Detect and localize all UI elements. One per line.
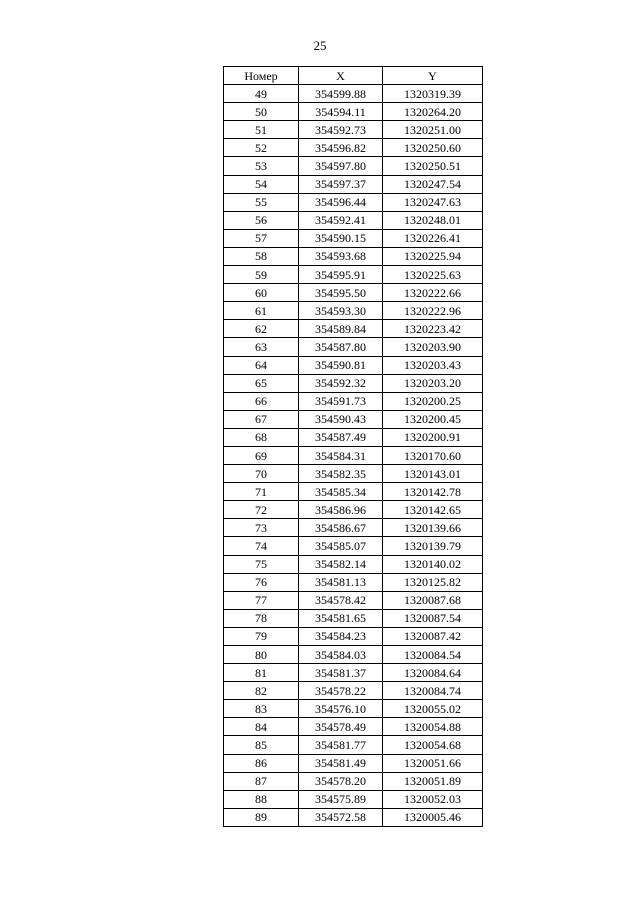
cell-number: 57 <box>224 229 299 247</box>
cell-x: 354572.58 <box>299 808 383 826</box>
cell-number: 85 <box>224 736 299 754</box>
cell-y: 1320140.02 <box>383 555 483 573</box>
cell-number: 64 <box>224 356 299 374</box>
cell-y: 1320087.42 <box>383 627 483 645</box>
cell-y: 1320222.66 <box>383 284 483 302</box>
table-row <box>224 302 483 320</box>
cell-x: 354592.41 <box>299 211 383 229</box>
cell-y: 1320084.74 <box>383 682 483 700</box>
table-row <box>224 754 483 772</box>
cell-y: 1320051.66 <box>383 754 483 772</box>
cell-number: 61 <box>224 302 299 320</box>
table-row <box>224 736 483 754</box>
cell-x: 354585.07 <box>299 537 383 555</box>
cell-x: 354585.34 <box>299 483 383 501</box>
cell-y: 1320200.45 <box>383 410 483 428</box>
cell-y: 1320142.65 <box>383 501 483 519</box>
cell-x: 354578.49 <box>299 718 383 736</box>
table-row <box>224 338 483 356</box>
table-row <box>224 284 483 302</box>
table-row <box>224 392 483 410</box>
table-row <box>224 718 483 736</box>
cell-y: 1320052.03 <box>383 790 483 808</box>
cell-y: 1320203.43 <box>383 356 483 374</box>
cell-number: 53 <box>224 157 299 175</box>
cell-y: 1320264.20 <box>383 103 483 121</box>
cell-number: 51 <box>224 121 299 139</box>
cell-x: 354595.50 <box>299 284 383 302</box>
table-row <box>224 609 483 627</box>
cell-number: 88 <box>224 790 299 808</box>
table-row <box>224 573 483 591</box>
cell-y: 1320084.64 <box>383 664 483 682</box>
cell-x: 354584.03 <box>299 646 383 664</box>
cell-x: 354592.73 <box>299 121 383 139</box>
cell-x: 354581.49 <box>299 754 383 772</box>
cell-number: 69 <box>224 446 299 464</box>
cell-x: 354581.77 <box>299 736 383 754</box>
cell-number: 68 <box>224 428 299 446</box>
table-row <box>224 772 483 790</box>
cell-y: 1320319.39 <box>383 85 483 103</box>
cell-number: 79 <box>224 627 299 645</box>
table-row <box>224 446 483 464</box>
cell-y: 1320125.82 <box>383 573 483 591</box>
cell-x: 354586.67 <box>299 519 383 537</box>
cell-x: 354576.10 <box>299 700 383 718</box>
table-row <box>224 591 483 609</box>
cell-y: 1320223.42 <box>383 320 483 338</box>
cell-x: 354596.82 <box>299 139 383 157</box>
table-row <box>224 428 483 446</box>
cell-x: 354582.35 <box>299 465 383 483</box>
cell-number: 72 <box>224 501 299 519</box>
cell-x: 354593.68 <box>299 247 383 265</box>
cell-number: 59 <box>224 266 299 284</box>
cell-number: 56 <box>224 211 299 229</box>
cell-number: 84 <box>224 718 299 736</box>
cell-x: 354599.88 <box>299 85 383 103</box>
table-row <box>224 175 483 193</box>
cell-number: 65 <box>224 374 299 392</box>
cell-y: 1320222.96 <box>383 302 483 320</box>
cell-y: 1320087.68 <box>383 591 483 609</box>
cell-y: 1320225.63 <box>383 266 483 284</box>
table-row <box>224 465 483 483</box>
cell-number: 49 <box>224 85 299 103</box>
table-row <box>224 664 483 682</box>
cell-x: 354581.65 <box>299 609 383 627</box>
cell-y: 1320248.01 <box>383 211 483 229</box>
cell-x: 354597.37 <box>299 175 383 193</box>
cell-y: 1320084.54 <box>383 646 483 664</box>
table-row <box>224 139 483 157</box>
cell-y: 1320054.88 <box>383 718 483 736</box>
cell-number: 89 <box>224 808 299 826</box>
cell-number: 77 <box>224 591 299 609</box>
cell-x: 354595.91 <box>299 266 383 284</box>
table-row <box>224 646 483 664</box>
cell-number: 74 <box>224 537 299 555</box>
table-row <box>224 266 483 284</box>
table-row <box>224 790 483 808</box>
table-row <box>224 627 483 645</box>
cell-y: 1320055.02 <box>383 700 483 718</box>
cell-y: 1320247.63 <box>383 193 483 211</box>
cell-x: 354586.96 <box>299 501 383 519</box>
table-row <box>224 356 483 374</box>
table-row <box>224 193 483 211</box>
column-header-y: Y <box>383 67 483 85</box>
cell-y: 1320139.79 <box>383 537 483 555</box>
cell-y: 1320250.60 <box>383 139 483 157</box>
table-row <box>224 808 483 826</box>
cell-x: 354590.81 <box>299 356 383 374</box>
table-body <box>224 85 483 827</box>
cell-number: 66 <box>224 392 299 410</box>
cell-number: 73 <box>224 519 299 537</box>
table-row <box>224 555 483 573</box>
cell-number: 62 <box>224 320 299 338</box>
cell-number: 55 <box>224 193 299 211</box>
cell-number: 87 <box>224 772 299 790</box>
cell-x: 354590.43 <box>299 410 383 428</box>
cell-x: 354582.14 <box>299 555 383 573</box>
cell-number: 70 <box>224 465 299 483</box>
cell-x: 354587.80 <box>299 338 383 356</box>
table-row <box>224 519 483 537</box>
cell-y: 1320087.54 <box>383 609 483 627</box>
cell-y: 1320054.68 <box>383 736 483 754</box>
cell-y: 1320143.01 <box>383 465 483 483</box>
cell-y: 1320170.60 <box>383 446 483 464</box>
table-header-row <box>224 67 483 85</box>
cell-x: 354594.11 <box>299 103 383 121</box>
cell-y: 1320250.51 <box>383 157 483 175</box>
cell-x: 354587.49 <box>299 428 383 446</box>
cell-x: 354575.89 <box>299 790 383 808</box>
cell-number: 76 <box>224 573 299 591</box>
cell-x: 354596.44 <box>299 193 383 211</box>
cell-x: 354578.22 <box>299 682 383 700</box>
cell-y: 1320200.91 <box>383 428 483 446</box>
cell-number: 83 <box>224 700 299 718</box>
cell-x: 354581.13 <box>299 573 383 591</box>
table-row <box>224 700 483 718</box>
cell-y: 1320142.78 <box>383 483 483 501</box>
cell-x: 354592.32 <box>299 374 383 392</box>
cell-x: 354584.31 <box>299 446 383 464</box>
table-row <box>224 85 483 103</box>
cell-x: 354578.42 <box>299 591 383 609</box>
cell-y: 1320247.54 <box>383 175 483 193</box>
table-row <box>224 483 483 501</box>
cell-number: 78 <box>224 609 299 627</box>
cell-number: 71 <box>224 483 299 501</box>
page-number: 25 <box>313 38 327 53</box>
cell-y: 1320200.25 <box>383 392 483 410</box>
table-row <box>224 211 483 229</box>
table-row <box>224 501 483 519</box>
cell-x: 354591.73 <box>299 392 383 410</box>
coordinates-table <box>223 66 483 827</box>
cell-y: 1320251.00 <box>383 121 483 139</box>
cell-number: 80 <box>224 646 299 664</box>
cell-number: 58 <box>224 247 299 265</box>
cell-x: 354578.20 <box>299 772 383 790</box>
table-row <box>224 229 483 247</box>
cell-x: 354589.84 <box>299 320 383 338</box>
table-row <box>224 157 483 175</box>
cell-number: 60 <box>224 284 299 302</box>
cell-y: 1320203.20 <box>383 374 483 392</box>
table-row <box>224 537 483 555</box>
cell-number: 54 <box>224 175 299 193</box>
cell-number: 81 <box>224 664 299 682</box>
column-header-number: Номер <box>224 67 299 85</box>
cell-y: 1320226.41 <box>383 229 483 247</box>
cell-x: 354597.80 <box>299 157 383 175</box>
cell-number: 50 <box>224 103 299 121</box>
cell-y: 1320203.90 <box>383 338 483 356</box>
cell-x: 354581.37 <box>299 664 383 682</box>
table-row <box>224 410 483 428</box>
cell-number: 63 <box>224 338 299 356</box>
cell-x: 354584.23 <box>299 627 383 645</box>
cell-number: 82 <box>224 682 299 700</box>
table-row <box>224 121 483 139</box>
cell-number: 52 <box>224 139 299 157</box>
cell-y: 1320225.94 <box>383 247 483 265</box>
cell-y: 1320005.46 <box>383 808 483 826</box>
table-row <box>224 374 483 392</box>
table-row <box>224 103 483 121</box>
table-row <box>224 682 483 700</box>
column-header-x: X <box>299 67 383 85</box>
cell-y: 1320139.66 <box>383 519 483 537</box>
cell-number: 75 <box>224 555 299 573</box>
cell-number: 67 <box>224 410 299 428</box>
table-row <box>224 320 483 338</box>
cell-number: 86 <box>224 754 299 772</box>
table-row <box>224 247 483 265</box>
cell-y: 1320051.89 <box>383 772 483 790</box>
cell-x: 354593.30 <box>299 302 383 320</box>
cell-x: 354590.15 <box>299 229 383 247</box>
